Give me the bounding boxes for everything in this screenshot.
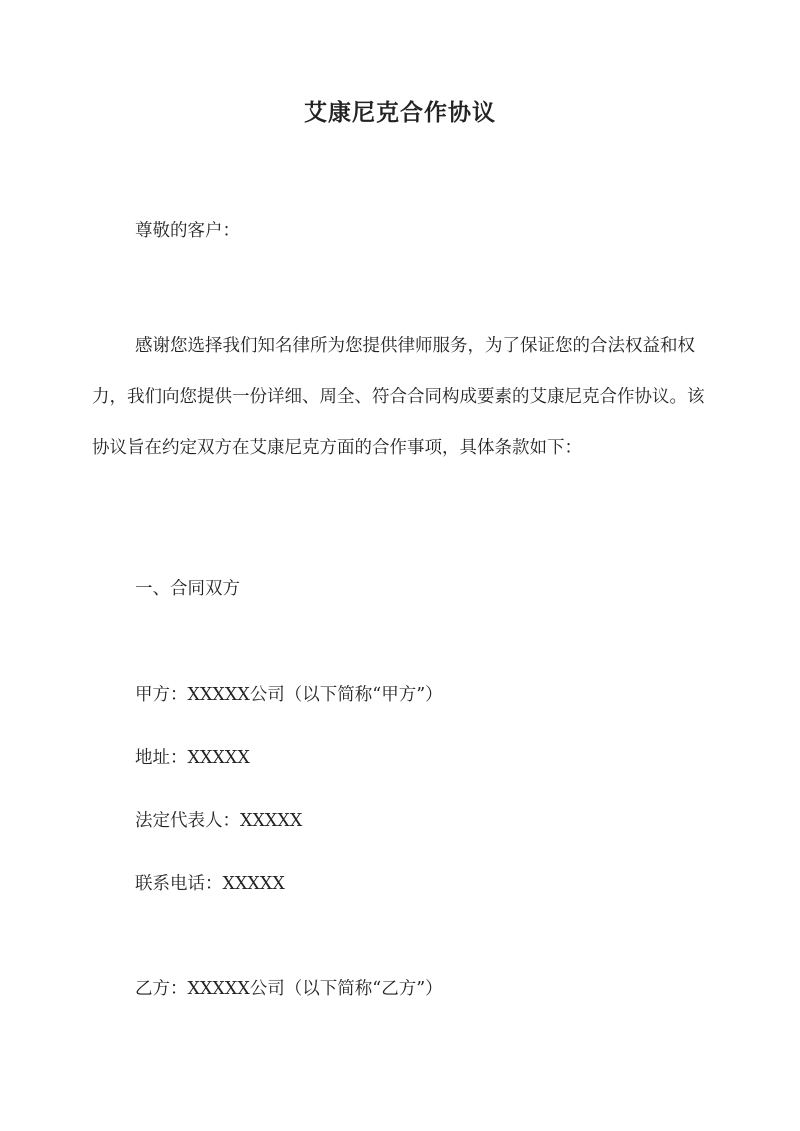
party-a-line: 甲方：XXXXX公司（以下简称“甲方”） [135, 685, 443, 705]
address-line: 地址：XXXXX [135, 748, 250, 768]
party-b-line: 乙方：XXXXX公司（以下简称“乙方”） [135, 979, 443, 999]
section-heading-parties: 一、合同双方 [135, 579, 240, 599]
document-title: 艾康尼克合作协议 [304, 99, 496, 126]
phone-line: 联系电话：XXXXX [135, 874, 285, 894]
salutation: 尊敬的客户： [135, 221, 240, 241]
legal-representative-line: 法定代表人：XXXXX [135, 811, 303, 831]
intro-paragraph: 感谢您选择我们知名律所为您提供律师服务，为了保证您的合法权益和权力，我们向您提供一份详细、周全、符合合同构成要素的艾康尼克合作协议。该协议旨在约定双方在艾康尼克方面的合作事项，具体条款如下： [92, 336, 705, 458]
